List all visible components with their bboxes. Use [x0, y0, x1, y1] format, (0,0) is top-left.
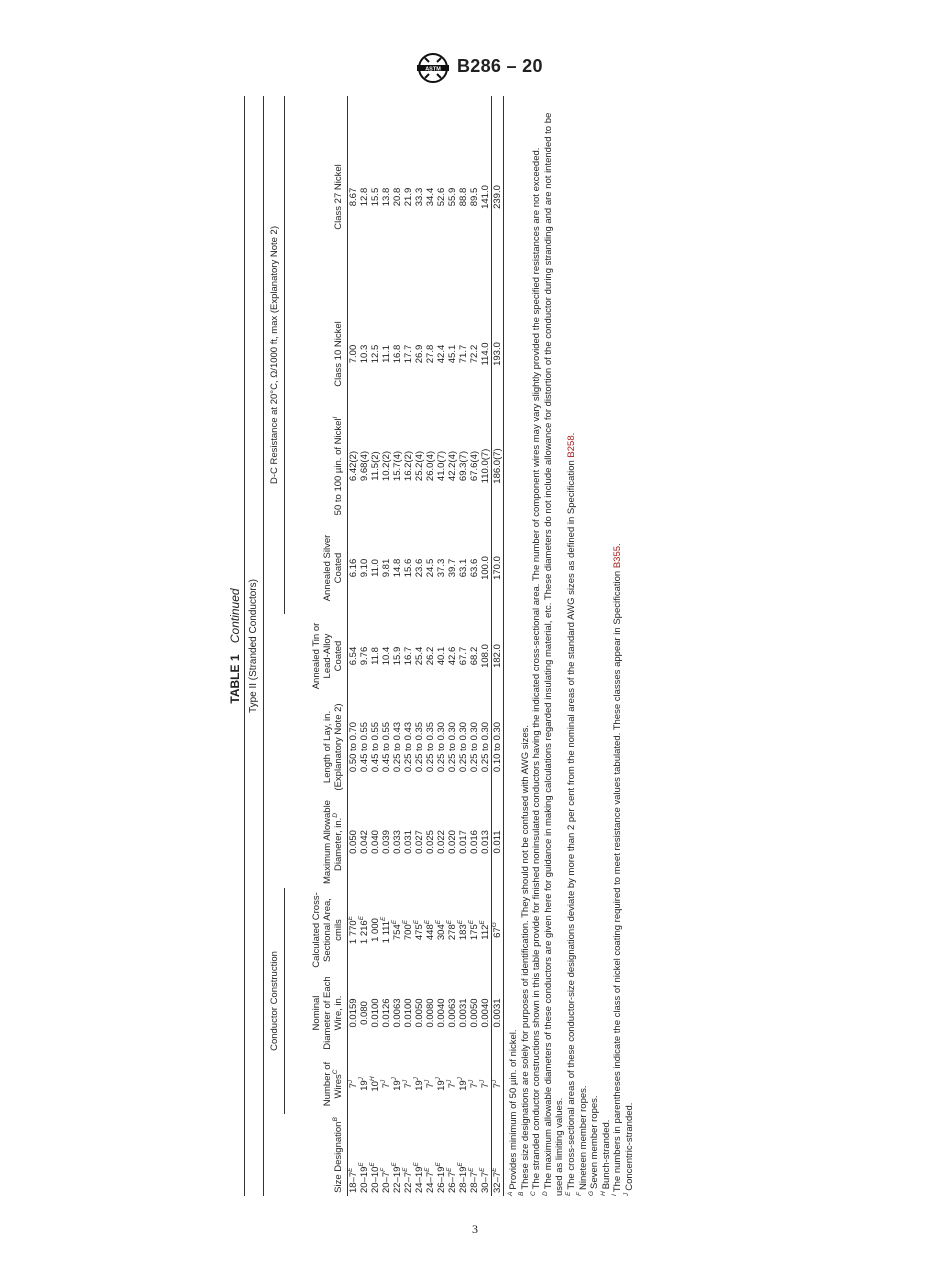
cell-class27: 20.8 — [392, 187, 403, 207]
table-row — [458, 96, 469, 1196]
table-body — [348, 96, 504, 1196]
cell-tin: 25.4 — [414, 646, 425, 666]
cell-nickel50: 26.0(4) — [425, 450, 436, 482]
cell-wires: $7^J$ — [445, 1079, 458, 1089]
cell-tin: 67.7 — [458, 646, 469, 666]
cell-area: 1 $216^E$ — [357, 915, 370, 945]
cell-silver: 63.6 — [469, 558, 480, 578]
cell-maxdia: 0.022 — [436, 830, 447, 854]
col-nominal-diameter: Nominal Diameter of Each Wire, in. — [285, 972, 348, 1054]
cell-nickel50: 15.7(4) — [392, 450, 403, 482]
footnote: $^E$The cross-sectional areas of these conductor-size designations deviate by more than 2 per cent from the nominal areas of the standard AWG sizes as defined in Specification B258. — [564, 432, 577, 1196]
cell-wires: $7^J$ — [492, 1054, 504, 1114]
cell-lay: 0.25 to 0.35 — [414, 721, 425, 773]
cell-size: $24-7^E$ — [423, 1167, 436, 1193]
cell-nominal: 0.0100 — [403, 998, 414, 1028]
col-class-27-nickel: Class 27 Nickel — [285, 96, 348, 298]
cell-lay: 0.25 to 0.30 — [447, 721, 458, 773]
cell-nominal: 0.0063 — [447, 998, 458, 1028]
cell-tin: 6.54 — [348, 646, 359, 666]
cell-silver: 23.6 — [414, 558, 425, 578]
cell-class27: 15.5 — [370, 187, 381, 207]
cell-nickel50: 69.3(7) — [458, 450, 469, 482]
table-row — [348, 96, 360, 1196]
cell-class27: 141.0 — [480, 185, 491, 209]
table-caption-continued: Continued — [228, 588, 242, 644]
cell-lay: 0.25 to 0.43 — [403, 721, 414, 773]
cell-nominal: 0.0080 — [425, 998, 436, 1028]
cell-area: $112^E$ — [478, 920, 491, 940]
cell-class10: 27.8 — [425, 344, 436, 364]
cell-wires: $10^H$ — [368, 1076, 381, 1092]
cell-silver: 9.81 — [381, 558, 392, 578]
table-row — [370, 96, 381, 1196]
cell-size: $20-19^E$ — [357, 1162, 370, 1193]
table-row — [436, 96, 447, 1196]
footnote: $^F$Nineteen member ropes. — [576, 1085, 589, 1196]
cell-wires: $19^J$ — [357, 1077, 370, 1091]
footnote: $^H$Bunch-stranded. — [599, 1119, 612, 1196]
cell-wires: $19^J$ — [456, 1077, 469, 1091]
cell-tin: 42.6 — [447, 646, 458, 666]
cell-size: $32-7^E$ — [492, 1114, 504, 1196]
cell-maxdia: 0.042 — [359, 830, 370, 854]
cell-lay: 0.45 to 0.55 — [381, 721, 392, 773]
cell-wires: $7^J$ — [346, 1079, 359, 1089]
cell-class27: 89.5 — [469, 187, 480, 207]
cell-maxdia: 0.027 — [414, 830, 425, 854]
cell-size: $20-7^F$ — [379, 1167, 392, 1193]
table-row — [447, 96, 458, 1196]
cell-nominal: 0.080 — [359, 1001, 370, 1025]
cell-silver: 15.6 — [403, 558, 414, 578]
table-row — [492, 96, 504, 1196]
col-wires: Number of Wires$^C$ — [285, 1054, 348, 1114]
cell-size: $20-10^E$ — [368, 1162, 381, 1193]
cell-nickel50: 9.68(4) — [359, 450, 370, 482]
cell-silver: 100.0 — [480, 556, 491, 580]
cell-area: $183^E$ — [456, 919, 469, 941]
col-nickel-50-100: 50 to 100 µin. of Nickel$^I$ — [285, 410, 348, 522]
group-conductor-construction: Conductor Construction — [264, 888, 285, 1114]
cell-maxdia: 0.016 — [469, 830, 480, 854]
cell-maxdia: 0.031 — [403, 830, 414, 854]
footnote: $^C$The stranded conductor constructions shown in this table provide for finished noninsulated conductors having the indicated cross-sectional area. The number of component wires may vary slightly provided the specified resistances are not exceeded. — [530, 147, 543, 1196]
col-class-10-nickel: Class 10 Nickel — [285, 298, 348, 410]
type-heading: Type II (Stranded Conductors) — [244, 96, 263, 1196]
footnotes — [508, 96, 636, 1196]
conductor-table — [263, 96, 504, 1196]
table-row — [403, 96, 414, 1196]
cell-area: $175^E$ — [467, 919, 480, 941]
cell-class27: 239.0 — [492, 96, 504, 298]
cell-maxdia: 0.050 — [348, 830, 359, 854]
col-cross-sectional-area: Calculated Cross-Sectional Area, cmils — [285, 888, 348, 972]
cell-class10: 193.0 — [492, 298, 504, 410]
cell-tin: 26.2 — [425, 646, 436, 666]
cell-area: $67^G$ — [492, 888, 504, 972]
cell-wires: $19^J$ — [412, 1077, 425, 1091]
cell-nickel50: 42.2(4) — [447, 450, 458, 482]
cell-class10: 16.8 — [392, 344, 403, 364]
cell-class10: 12.5 — [370, 344, 381, 364]
table-caption — [228, 96, 244, 1196]
cell-maxdia: 0.017 — [458, 830, 469, 854]
cell-lay: 0.25 to 0.30 — [469, 721, 480, 773]
footnote: $^A$Provides minimum of 50 µin. of nickel. — [506, 1029, 519, 1196]
col-tin-coated: Annealed Tin or Lead-Alloy Coated — [285, 614, 348, 698]
cell-silver: 24.5 — [425, 558, 436, 578]
cell-area: $278^E$ — [445, 919, 458, 941]
cell-nickel50: 186.0(7) — [492, 410, 504, 522]
cell-class27: 55.9 — [447, 187, 458, 207]
cell-size: $26-19^E$ — [434, 1162, 447, 1193]
cell-size: $26-7^E$ — [445, 1167, 458, 1193]
cell-maxdia: 0.020 — [447, 830, 458, 854]
table-row — [381, 96, 392, 1196]
cell-class27: 34.4 — [425, 187, 436, 207]
cell-silver: 9.10 — [359, 558, 370, 578]
cell-maxdia: 0.025 — [425, 830, 436, 854]
table-row — [425, 96, 436, 1196]
rotated-table-region — [228, 96, 635, 1196]
page-number: 3 — [472, 1222, 478, 1236]
cell-maxdia: 0.013 — [480, 830, 491, 854]
cell-size: $22-19^E$ — [390, 1162, 403, 1193]
cell-wires: $7^J$ — [423, 1079, 436, 1089]
cell-lay: 0.45 to 0.55 — [359, 721, 370, 773]
cell-tin: 68.2 — [469, 646, 480, 666]
cell-class10: 26.9 — [414, 344, 425, 364]
cell-nickel50: 25.2(4) — [414, 450, 425, 482]
cell-nominal: 0.0040 — [480, 998, 491, 1028]
cell-maxdia: 0.011 — [492, 796, 504, 888]
footnote: $^D$The maximum allowable diameters of these conductors are given here for guidance in making calculations regarded insulating material, etc. These diameters do not include allowance for distortion of the conductor during stranding and are not intended to be used as limiting values. — [541, 112, 566, 1196]
cell-nickel50: 110.0(7) — [480, 448, 491, 484]
cell-area: 1 $111^E$ — [379, 916, 392, 944]
cell-silver: 39.7 — [447, 558, 458, 578]
cell-area: 1 $770^E$ — [346, 915, 359, 945]
cell-wires: $19^J$ — [434, 1077, 447, 1091]
table-row — [392, 96, 403, 1196]
cell-silver: 170.0 — [492, 522, 504, 614]
cell-class10: 72.2 — [469, 344, 480, 364]
cell-wires: $7^J$ — [478, 1079, 491, 1089]
col-max-diameter: Maximum Allowable Diameter, in.$^D$ — [285, 796, 348, 888]
cell-nickel50: 67.6(4) — [469, 450, 480, 482]
cell-nominal: 0.0126 — [381, 998, 392, 1028]
cell-nominal: 0.0050 — [414, 998, 425, 1028]
astm-logo-icon — [415, 52, 451, 84]
cell-silver: 6.16 — [348, 558, 359, 578]
cell-class10: 7.00 — [348, 344, 359, 364]
cell-tin: 9.76 — [359, 646, 370, 666]
cell-nominal: 0.0031 — [492, 972, 504, 1054]
col-size: Size Designation$^B$ — [285, 1114, 348, 1196]
cell-area: $700^E$ — [401, 919, 414, 941]
cell-lay: 0.45 to 0.55 — [370, 721, 381, 773]
cell-lay: 0.50 to 0.70 — [348, 721, 359, 773]
footnote: $^J$Concentric-stranded. — [622, 1102, 635, 1196]
cell-nickel50: 41.0(7) — [436, 450, 447, 482]
cell-size: $24-19^E$ — [412, 1162, 425, 1193]
cell-class27: 21.9 — [403, 187, 414, 207]
table-row — [414, 96, 425, 1196]
cell-tin: 182.0 — [492, 614, 504, 698]
cell-size: $30-7^E$ — [478, 1167, 491, 1193]
cell-maxdia: 0.033 — [392, 830, 403, 854]
cell-class27: 33.3 — [414, 187, 425, 207]
cell-nominal: 0.0040 — [436, 998, 447, 1028]
cell-class27: 13.8 — [381, 187, 392, 207]
table-caption-label: TABLE 1 — [228, 654, 242, 704]
cell-size: $22-7^E$ — [401, 1167, 414, 1193]
cell-class10: 10.3 — [359, 344, 370, 364]
cell-silver: 63.1 — [458, 558, 469, 578]
document-id: B286 – 20 — [457, 56, 543, 76]
cell-size: $28-19^E$ — [456, 1162, 469, 1193]
cell-area: $448^E$ — [423, 919, 436, 941]
cell-lay: 0.25 to 0.30 — [480, 721, 491, 773]
cell-wires: $19^J$ — [390, 1077, 403, 1091]
table-row — [359, 96, 370, 1196]
cell-silver: 14.8 — [392, 558, 403, 578]
cell-nickel50: 10.2(2) — [381, 450, 392, 482]
cell-lay: 0.25 to 0.30 — [458, 721, 469, 773]
col-length-of-lay: Length of Lay, in. (Explanatory Note 2) — [285, 698, 348, 796]
cell-tin: 16.7 — [403, 646, 414, 666]
cell-lay: 0.10 to 0.30 — [492, 698, 504, 796]
svg-text:ASTM: ASTM — [425, 66, 441, 73]
footnote: $^B$These size designations are solely for purposes of identification. They should not be confused with AWG sizes. — [518, 724, 531, 1196]
cell-class27: 12.8 — [359, 187, 370, 207]
cell-wires: $7^J$ — [401, 1079, 414, 1089]
footnote: $^G$Seven member ropes. — [588, 1095, 601, 1196]
cell-area: 1 000 — [370, 918, 381, 942]
cell-lay: 0.25 to 0.35 — [425, 721, 436, 773]
cell-tin: 108.0 — [480, 644, 491, 668]
cell-size: $28-7^E$ — [467, 1167, 480, 1193]
cell-silver: 11.0 — [370, 559, 381, 577]
cell-nickel50: 6.42(2) — [348, 450, 359, 482]
cell-class10: 114.0 — [480, 342, 491, 366]
spec-link-b355[interactable]: B355 — [612, 545, 624, 569]
cell-nominal: 0.0050 — [469, 998, 480, 1028]
cell-nominal: 0.0100 — [370, 998, 381, 1028]
footnote: $^I$The numbers in parentheses indicate the class of nickel coating required to meet resistance values tabulated. These classes appear in Specification B355. — [611, 543, 624, 1196]
table-row — [480, 96, 492, 1196]
cell-tin: 15.9 — [392, 646, 403, 666]
cell-lay: 0.25 to 0.30 — [436, 721, 447, 773]
cell-wires: $7^J$ — [467, 1079, 480, 1089]
cell-area: $475^E$ — [412, 919, 425, 941]
cell-area: $754^E$ — [390, 919, 403, 941]
group-dc-resistance: D-C Resistance at 20°C, Ω/1000 ft, max (Explanatory Note 2) — [264, 96, 285, 614]
cell-nominal: 0.0063 — [392, 998, 403, 1028]
table-row — [469, 96, 480, 1196]
cell-tin: 10.4 — [381, 646, 392, 666]
cell-class27: 8.67 — [348, 187, 359, 207]
cell-class10: 11.1 — [381, 345, 392, 363]
cell-class10: 17.7 — [403, 344, 414, 364]
cell-class27: 88.8 — [458, 187, 469, 207]
cell-nickel50: 11.5(2) — [370, 451, 381, 481]
cell-tin: 40.1 — [436, 646, 447, 666]
cell-class27: 52.6 — [436, 187, 447, 207]
spec-link-b258[interactable]: B258 — [565, 435, 577, 458]
cell-class10: 71.7 — [458, 344, 469, 364]
cell-area: $304^E$ — [434, 919, 447, 941]
cell-class10: 45.1 — [447, 344, 458, 364]
cell-lay: 0.25 to 0.43 — [392, 721, 403, 773]
cell-maxdia: 0.040 — [370, 830, 381, 854]
cell-silver: 37.3 — [436, 558, 447, 578]
cell-nominal: 0.0159 — [348, 998, 359, 1028]
cell-nickel50: 16.2(2) — [403, 450, 414, 482]
cell-maxdia: 0.039 — [381, 830, 392, 854]
cell-tin: 11.8 — [370, 647, 381, 665]
cell-nominal: 0.0031 — [458, 998, 469, 1028]
cell-wires: $7^J$ — [379, 1079, 392, 1089]
col-silver-coated: Annealed Silver Coated — [285, 522, 348, 614]
cell-size: $18-7^E$ — [346, 1167, 359, 1193]
cell-class10: 42.4 — [436, 344, 447, 364]
